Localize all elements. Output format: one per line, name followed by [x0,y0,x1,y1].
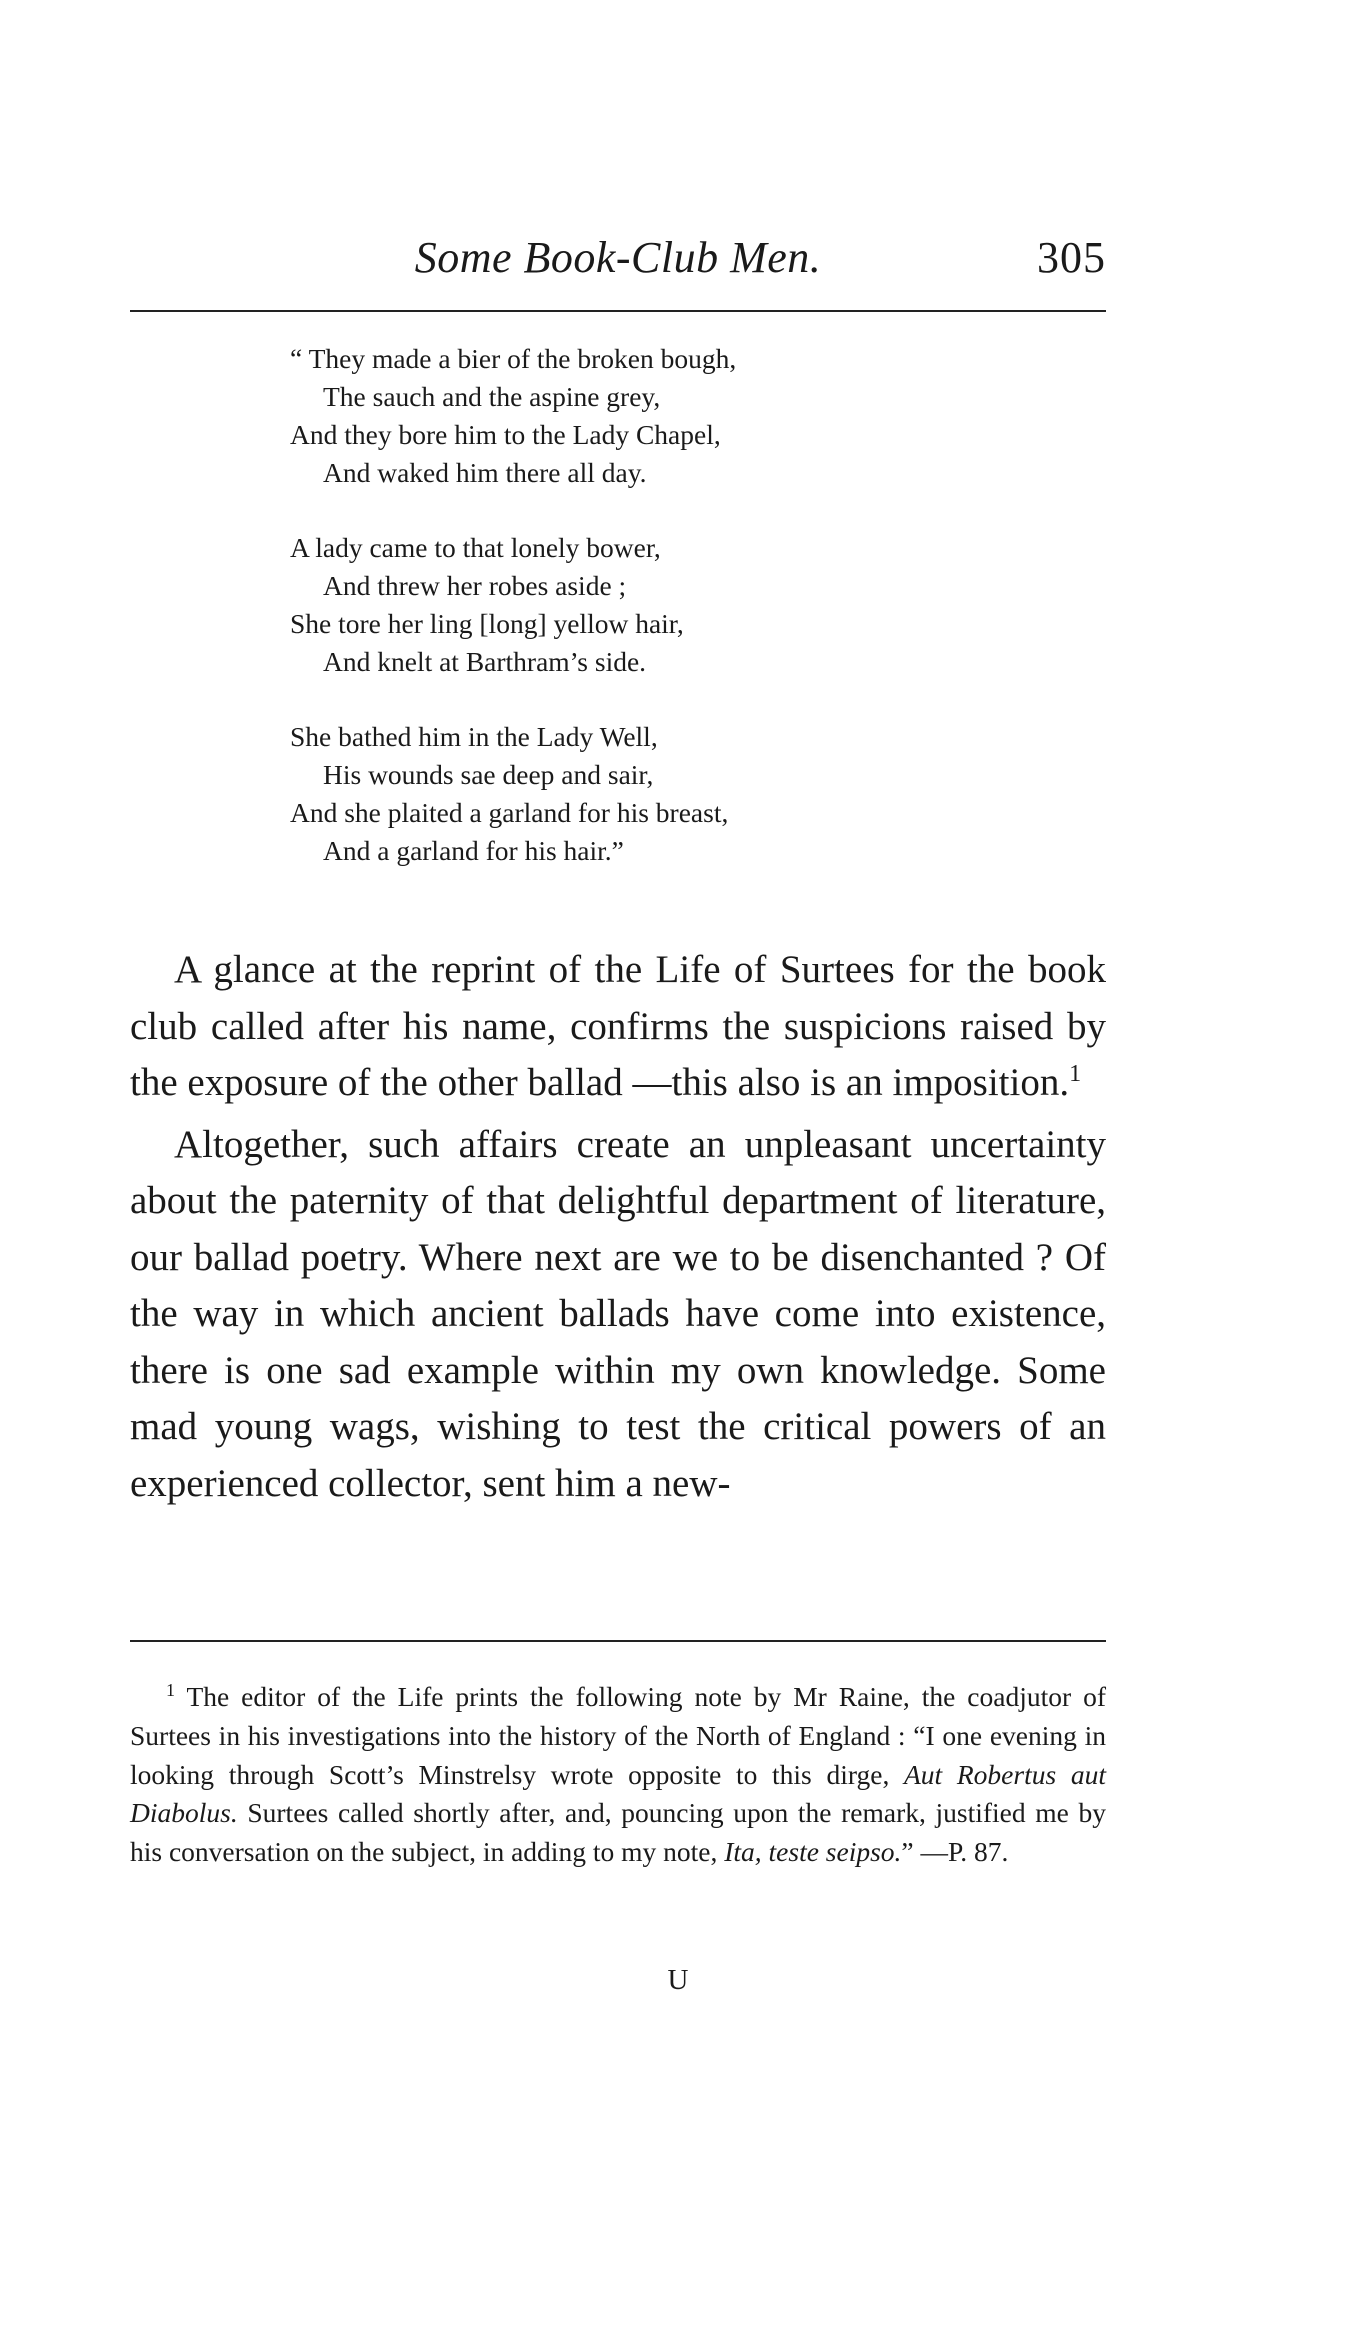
header-rule [130,310,1106,312]
footnote-text: Surtees called shortly after, and, pouncing upon the remark, justified me by his conversation on the subject, in adding to my note, [130,1797,1106,1868]
verse-line: His wounds sae deep and sair, [323,759,654,790]
paragraph-text: A glance at the reprint of the Life of Surtees for the book club called after his name, confirms the suspicions raised by the exposure of the other ballad —this also is an imposition. [130,948,1106,1104]
stanza-2 [290,529,990,681]
verse-line: A lady came to that lonely bower, [290,532,661,563]
verse-line: And waked him there all day. [323,457,647,488]
verse-line: She tore her ling [long] yellow hair, [290,608,684,639]
verse-line: The sauch and the aspine grey, [323,381,661,412]
page-number: 305 [1037,233,1106,282]
verse-line: And threw her robes aside ; [323,570,627,601]
paragraph: Altogether, such affairs create an unpleasant uncertainty about the paternity of that delightful department of literature, our ballad poetry. Where next are we to be disenchanted ? Of the way in which ancient ballads have come into existence, there is one sad example within my own knowledge. Some mad young wags, wishing to test the critical powers of an experienced collector, sent him a new- [130,1122,1106,1505]
verse-line: And knelt at Barthram’s side. [323,646,647,677]
paragraph [130,942,1106,1112]
signature-mark: U [667,1964,689,1996]
footnote-reference: 1 [1069,1061,1082,1087]
ballad-quotation [290,340,990,870]
body-text [130,942,1106,1517]
footnote-marker: 1 [166,1680,175,1700]
stanza-1 [290,340,990,492]
running-title: Some Book-Club Men. [414,233,822,282]
footnote-italic-quote: Ita, teste seipso. [724,1836,902,1868]
verse-line: And she plaited a garland for his breast, [290,797,729,828]
footnote-italic-quote: Aut Robertus aut Diabolus. [130,1758,1106,1829]
verse-line: “ They made a bier of the broken bough, [290,343,737,374]
verse-line: And a garland for his hair.” [323,835,624,866]
running-head [130,228,1106,288]
verse-line: And they bore him to the Lady Chapel, [290,419,721,450]
footnote [130,1678,1106,1872]
stanza-3 [290,718,990,870]
verse-line: She bathed him in the Lady Well, [290,721,658,752]
footnote-text: The editor of the Life prints the following note by Mr Raine, the coadjutor of Surtees in his investigations into the history of the North of England : “I one evening in looking through Scott’s Minstrelsy wrote opposite to this dirge, [130,1681,1106,1790]
footnote-text: ” —P. 87. [901,1836,1009,1868]
footnote-rule [130,1640,1106,1642]
